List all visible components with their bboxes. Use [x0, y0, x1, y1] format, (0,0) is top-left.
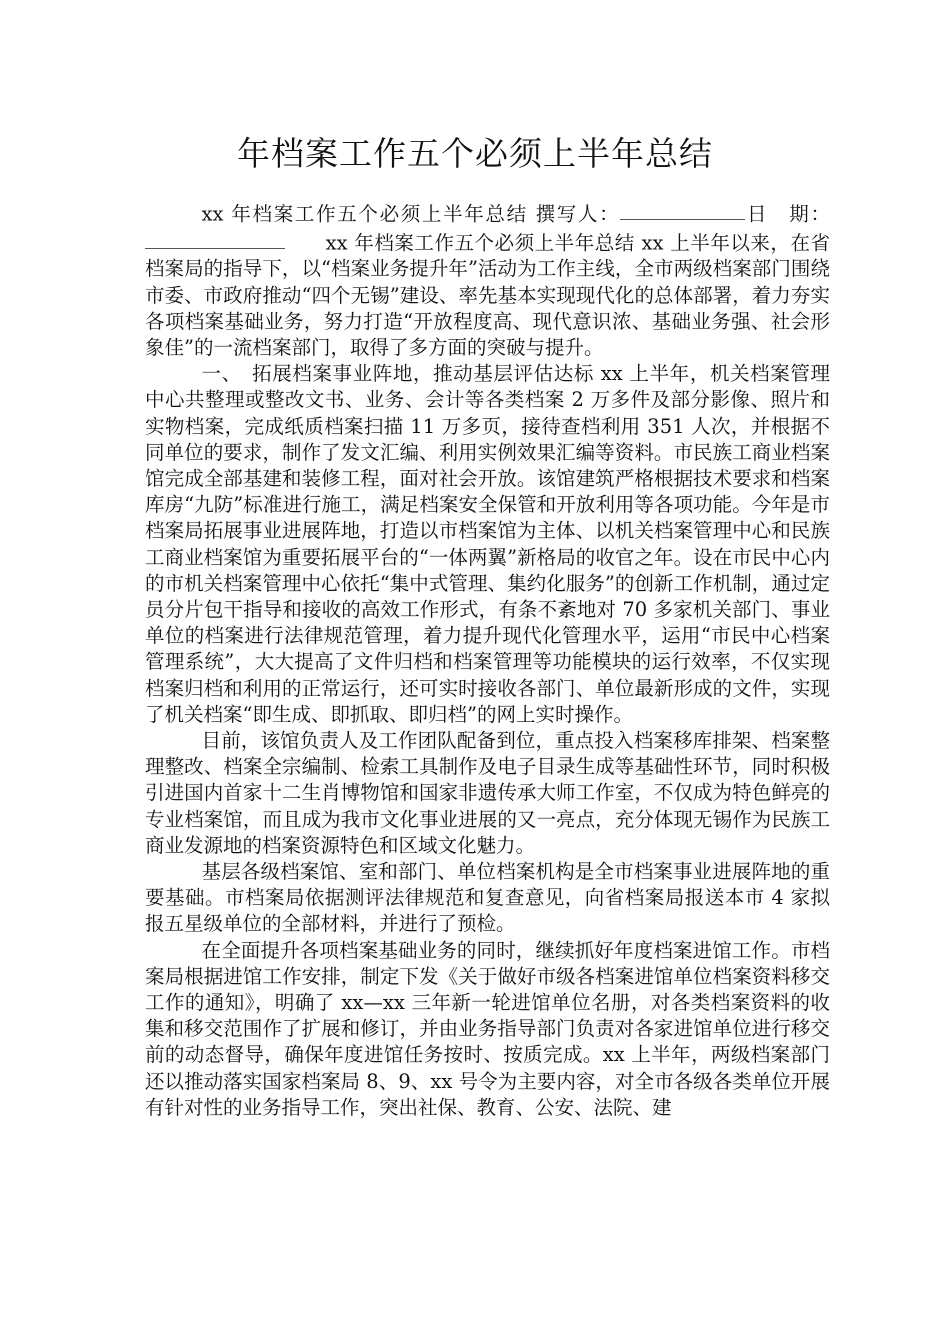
paragraph-section-1: 一、 拓展档案事业阵地，推动基层评估达标 xx 上半年，机关档案管理中心共整理或整改文书、业务、会计等各类档案 2 万多件及部分影像、照片和实物档案，完成纸质档案扫描 11 万多页，接待查档利用 351 人次，并根据不同单位的要求，制作了发文汇编、利用实例效果汇编等资料。市民族工商业档案馆完成全部基建和装修工程，面对社会开放。该馆建筑严格根据技术要求和档案库房“九防”标准进行施工，满足档案安全保管和开放利用等各项功能。今年是市档案局拓展事业进展阵地，打造以市档案馆为主体、以机关档案管理中心和民族工商业档案馆为重要拓展平台的“一体两翼”新格局的收官之年。设在市民中心内的市机关档案管理中心依托“集中式管理、集约化服务”的创新工作机制，通过定员分片包干指导和接收的高效工作形式，有条不紊地对 70 多家机关部门、事业单位的档案进行法律规范管理，着力提升现代化管理水平，运用“市民中心档案管理系统”，大大提高了文件归档和档案管理等功能模块的运行效率，不仅实现档案归档和利用的正常运行，还可实时接收各部门、单位最新形成的文件，实现了机关档案“即生成、即抓取、即归档”的网上实时操作。 — [145, 362, 830, 726]
document-title: 年档案工作五个必须上半年总结 — [237, 134, 713, 173]
document-body — [145, 199, 830, 1121]
author-blank — [620, 199, 745, 220]
date-label: 日 期： — [745, 202, 830, 226]
author-label: 撰写人： — [535, 202, 621, 226]
paragraph-intro: xx 上半年以来，在省档案局的指导下，以“档案业务提升年”活动为工作主线，全市两级档案部门围绕市委、市政府推动“四个无锡”建设、率先基本实现现代化的总体部署，着力夯实各项档案基础业务，努力打造“开放程度高、现代意识浓、基础业务强、社会形象佳”的一流档案部门，取得了多方面的突破与提升。 — [145, 231, 830, 359]
header-subject-repeat: xx 年档案工作五个必须上半年总结 — [325, 231, 635, 255]
paragraph-grassroots: 基层各级档案馆、室和部门、单位档案机构是全市档案事业进展阵地的重要基础。市档案局依据测评法律规范和复查意见，向省档案局报送本市 4 家拟报五星级单位的全部材料，并进行了预检。 — [145, 860, 830, 936]
header-paragraph — [145, 199, 830, 361]
paragraph-museum: 目前，该馆负责人及工作团队配备到位，重点投入档案移库排架、档案整理整改、档案全宗编制、检索工具制作及电子目录生成等基础性环节，同时积极引进国内首家十二生肖博物馆和国家非遗传承大师工作室，不仅成为特色鲜亮的专业档案馆，而且成为我市文化事业进展的又一亮点，充分体现无锡作为民族工商业发源地的档案资源特色和区域文化魅力。 — [145, 729, 830, 857]
date-blank — [145, 228, 285, 249]
header-subject: xx 年档案工作五个必须上半年总结 — [201, 202, 528, 226]
paragraph-transfer: 在全面提升各项档案基础业务的同时，继续抓好年度档案进馆工作。市档案局根据进馆工作安排，制定下发《关于做好市级各档案进馆单位档案资料移交工作的通知》，明确了 xx—xx 三年新一轮进馆单位名册，对各类档案资料的收集和移交范围作了扩展和修订，并由业务指导部门负责对各家进馆单位进行移交前的动态督导，确保年度进馆任务按时、按质完成。xx 上半年，两级档案部门还以推动落实国家档案局 8、9、xx 号令为主要内容，对全市各级各类单位开展有针对性的业务指导工作，突出社保、教育、公安、法院、建 — [145, 938, 830, 1119]
